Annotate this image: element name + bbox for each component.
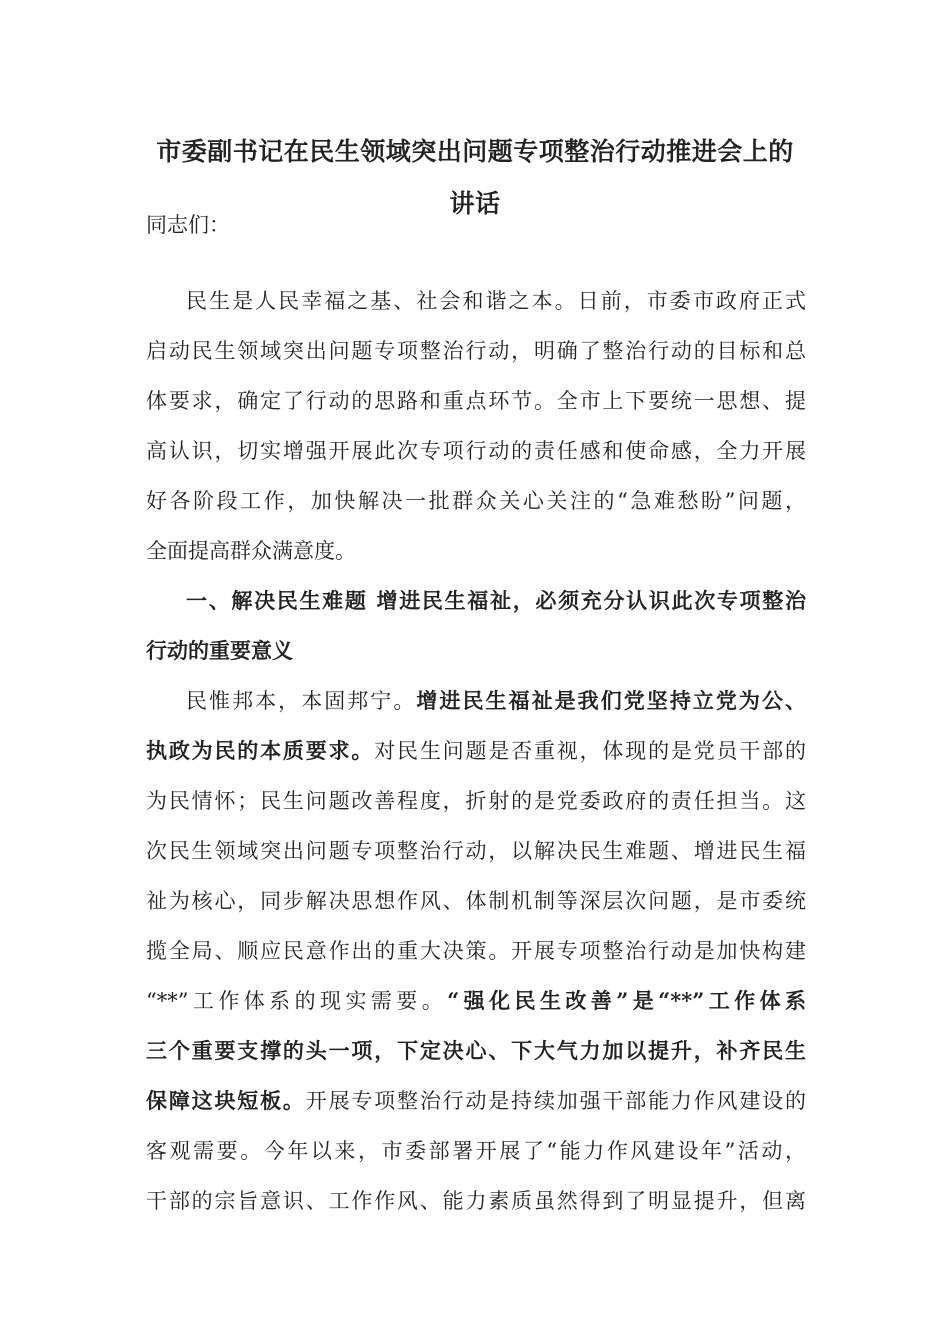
paragraph-2-line: 为民情怀；民生问题改善程度，折射的是党委政府的责任担当。这 <box>146 789 806 813</box>
paragraph-2-line: 三个重要支撑的头一项，下定决心、下大气力加以提升，补齐民生 <box>146 1038 806 1063</box>
paragraph-2-text: 民惟邦本，本固邦宁。 <box>186 689 417 713</box>
paragraph-1-line: 民生是人民幸福之基、社会和谐之本。日前，市委市政府正式 <box>186 289 806 313</box>
section-heading-1: 一、解决民生难题 增进民生福祉，必须充分认识此次专项整治 <box>186 588 806 613</box>
section-heading-1: 行动的重要意义 <box>146 638 293 663</box>
salutation: 同志们： <box>146 213 230 237</box>
paragraph-1-line: 启动民生领域突出问题专项整治行动，明确了整治行动的目标和总 <box>146 339 806 363</box>
paragraph-2-text: “**”工作体系的现实需要。 <box>146 989 448 1013</box>
paragraph-2-emphasis: 执政为民的本质要求。 <box>146 738 375 763</box>
document-title-line-2: 讲话 <box>449 189 501 218</box>
paragraph-2-emphasis: 保障这块短板。 <box>146 1088 306 1113</box>
paragraph-2-line: 客观需要。今年以来，市委部署开展了“能力作风建设年”活动， <box>146 1139 806 1163</box>
paragraph-2-line: 祉为核心，同步解决思想作风、体制机制等深层次问题，是市委统 <box>146 889 806 913</box>
paragraph-2-line: 干部的宗旨意识、工作作风、能力素质虽然得到了明显提升，但离 <box>146 1189 806 1213</box>
paragraph-1-line: 全面提高群众满意度。 <box>146 539 356 563</box>
paragraph-2-line <box>146 1087 806 1115</box>
paragraph-2-line <box>146 687 806 715</box>
document-title-line-1: 市委副书记在民生领域突出问题专项整治行动推进会上的 <box>156 137 794 166</box>
paragraph-2-emphasis: 增进民生福祉是我们党坚持立党为公、 <box>416 688 807 713</box>
paragraph-2-line: 次民生领域突出问题专项整治行动，以解决民生难题、增进民生福 <box>146 839 806 863</box>
paragraph-2-text: 开展专项整治行动是持续加强干部能力作风建设的 <box>305 1089 806 1113</box>
paragraph-1-line: 体要求，确定了行动的思路和重点环节。全市上下要统一思想、提 <box>146 389 806 413</box>
paragraph-2-line: 揽全局、顺应民意作出的重大决策。开展专项整治行动是加快构建 <box>146 939 806 963</box>
paragraph-2-text: 对民生问题是否重视，体现的是党员干部的 <box>374 739 807 763</box>
paragraph-1-line: 高认识，切实增强开展此次专项行动的责任感和使命感，全力开展 <box>146 439 806 463</box>
paragraph-2-emphasis: “强化民生改善”是“**”工作体系 <box>447 988 806 1013</box>
paragraph-1-line: 好各阶段工作，加快解决一批群众关心关注的“急难愁盼”问题， <box>146 489 806 513</box>
paragraph-2-line <box>146 987 806 1015</box>
paragraph-2-line <box>146 737 806 765</box>
